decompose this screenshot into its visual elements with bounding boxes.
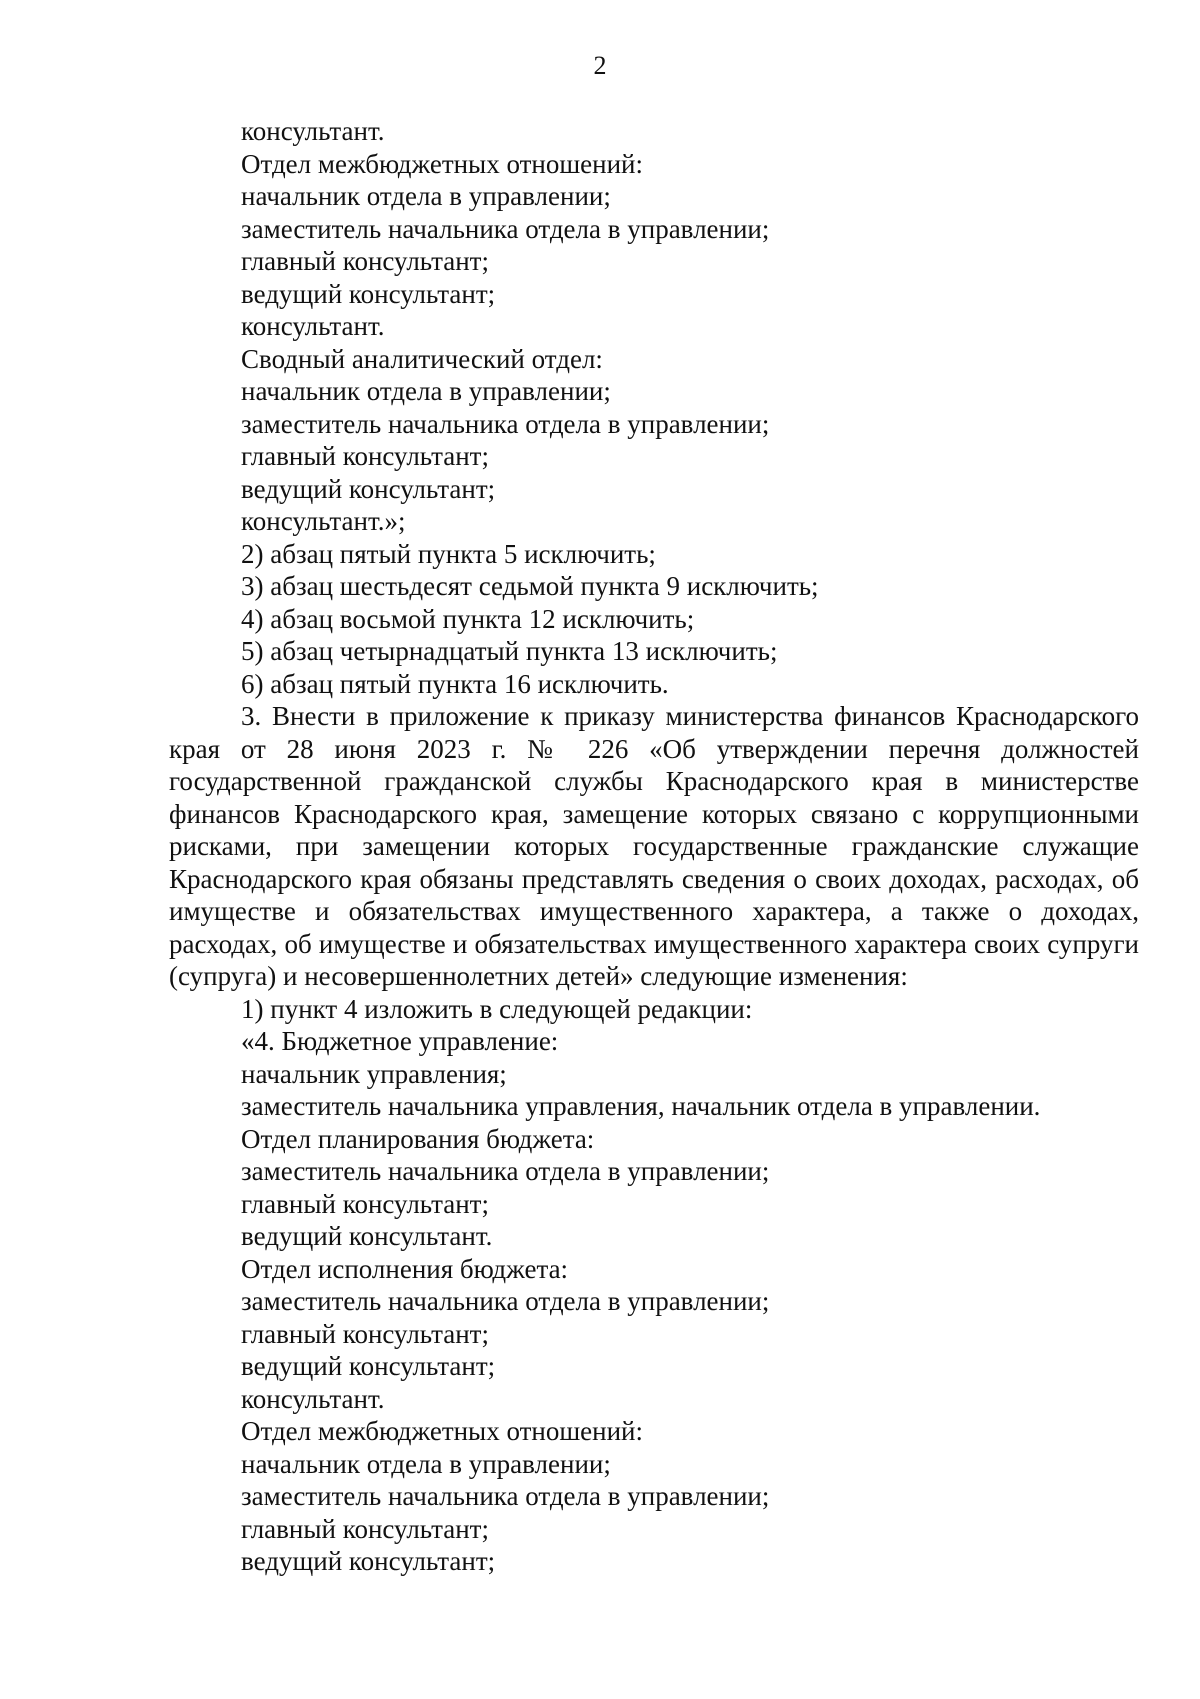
page-number: 2 (593, 51, 607, 80)
list-item: 6) абзац пятый пункта 16 исключить. (241, 668, 669, 699)
text-line: ведущий консультант; (241, 278, 496, 309)
paragraph-3: 3. Внести в приложение к приказу министерства финансов Краснодарского края от 28 июня 2023 г. № 226 «Об утверждении перечня должностей государственной гражданской службы Краснодарского края в министерстве финансов Краснодарского края, замещение которых связано с коррупционными рисками, при замещении которых государственные гражданские служащие Краснодарского края обязаны представлять сведения о своих доходах, расходах, об имуществе и обязательствах имущественного характера, а также о доходах, расходах, об имуществе и обязательствах имущественного характера своих супруги (супруга) и несовершеннолетних детей» следующие изменения: (169, 701, 1139, 991)
text-line: консультант. (241, 311, 385, 341)
section-heading: Отдел межбюджетных отношений: (241, 1416, 643, 1446)
text-line: заместитель начальника отдела в управлении; (241, 408, 770, 439)
text-line: заместитель начальника отдела в управлении; (241, 1481, 770, 1511)
list-item: 2) абзац пятый пункта 5 исключить; (241, 538, 656, 569)
list-item: 5) абзац четырнадцатый пункта 13 исключить; (241, 636, 778, 666)
text-line: ведущий консультант; (241, 1546, 496, 1576)
text-line: консультант. (241, 116, 385, 146)
text-line: заместитель начальника отдела в управлении; (241, 1286, 770, 1316)
text-line: заместитель начальника отдела в управлении; (241, 213, 770, 244)
text-line: начальник отдела в управлении; (241, 376, 611, 406)
list-item: 4) абзац восьмой пункта 12 исключить; (241, 603, 695, 634)
text-line: главный консультант; (241, 1318, 489, 1349)
list-item: 3) абзац шестьдесят седьмой пункта 9 исключить; (241, 571, 819, 601)
text-line: заместитель начальника управления, начальник отдела в управлении. (241, 1091, 1041, 1121)
text-line: ведущий консультант; (241, 473, 496, 504)
list-after (169, 993, 1139, 1578)
section-heading: «4. Бюджетное управление: (241, 1026, 559, 1056)
section-heading: Отдел межбюджетных отношений: (241, 148, 643, 179)
document-body (169, 115, 1139, 1578)
list-item: 1) пункт 4 изложить в следующей редакции: (241, 993, 753, 1024)
text-line: главный консультант; (241, 1513, 489, 1544)
text-line: начальник отдела в управлении; (241, 181, 611, 211)
text-line: начальник управления; (241, 1058, 507, 1089)
text-line: главный консультант; (241, 246, 489, 276)
text-line: главный консультант; (241, 441, 489, 471)
text-line: ведущий консультант; (241, 1351, 496, 1381)
section-heading: Отдел планирования бюджета: (241, 1123, 595, 1154)
text-line: главный консультант; (241, 1188, 489, 1219)
section-heading: Отдел исполнения бюджета: (241, 1253, 569, 1284)
list-before (169, 115, 1139, 700)
text-line: консультант. (241, 1383, 385, 1414)
text-line: заместитель начальника отдела в управлении; (241, 1156, 770, 1186)
text-line: ведущий консультант. (241, 1221, 493, 1251)
section-heading: Сводный аналитический отдел: (241, 343, 603, 374)
text-line: начальник отдела в управлении; (241, 1448, 611, 1479)
text-line: консультант.»; (241, 506, 406, 536)
